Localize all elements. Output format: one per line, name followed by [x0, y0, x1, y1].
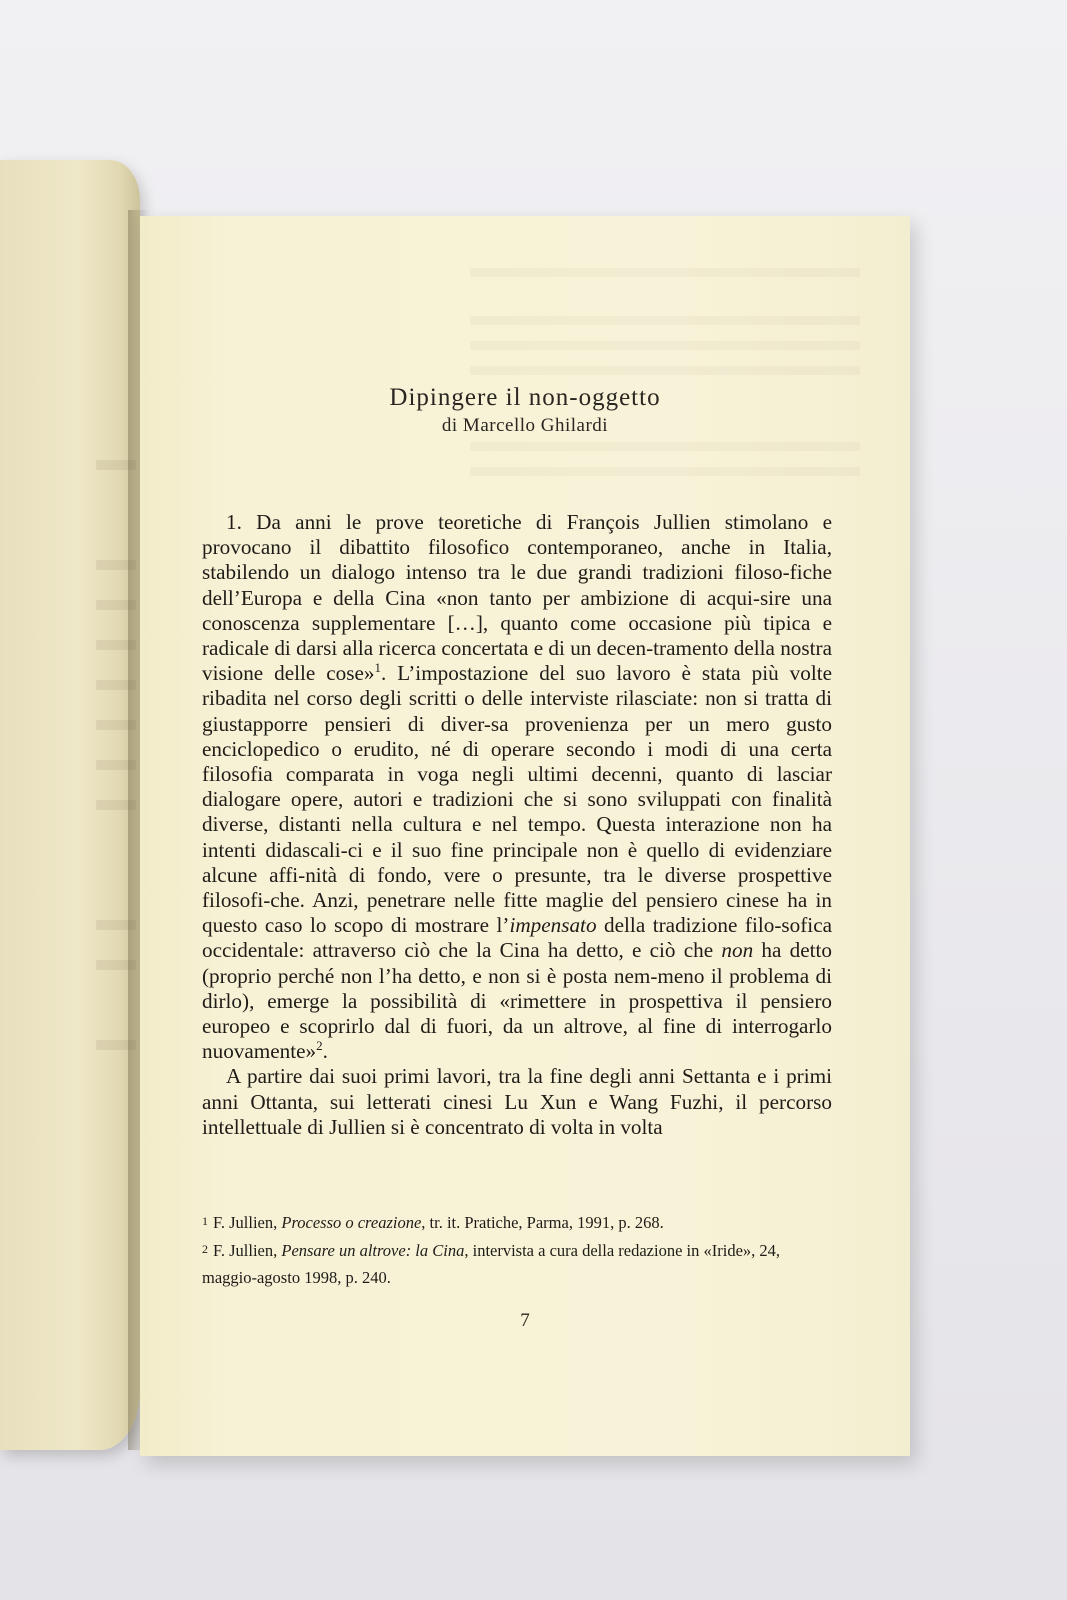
- show-through-line: [470, 316, 860, 325]
- italic-text: Processo o creazione: [281, 1213, 422, 1232]
- text-run: F. Jullien,: [213, 1213, 282, 1232]
- text-run: 1. Da anni le prove teoretiche di François Jullien stimolano e provocano il dibattito filosofico contemporaneo, anche in Italia, stabilendo un dialogo intenso tra le due grandi tradizioni filoso-fiche dell’Europa e della Cina «non tanto per ambizione di acqui-sire una conoscenza supplementare […], quanto come occasione più tipica e radicale di darsi alla ricerca concertata e di un decen-tramento della nostra visione delle cose»: [202, 510, 832, 686]
- footnote-text: [202, 1241, 780, 1287]
- footnote-text: [213, 1213, 664, 1232]
- show-through-line: [470, 366, 860, 375]
- text-run: della tradizione filo-sofica occidentale: attraverso ciò che la Cina ha detto, e ciò che: [202, 913, 832, 963]
- text-run: F. Jullien,: [213, 1241, 282, 1260]
- show-through-line: [470, 442, 860, 451]
- paragraph: [202, 1064, 832, 1140]
- footnote-ref: 1: [374, 660, 382, 676]
- footnote-number: 2: [202, 1242, 208, 1256]
- footnotes: [202, 1208, 832, 1291]
- italic-text: impensato: [509, 913, 597, 938]
- chapter-title: Dipingere il non-oggetto: [389, 384, 661, 411]
- text-run: A partire dai suoi primi lavori, tra la fine degli anni Settanta e i primi anni Ottanta, sui letterati cinesi Lu Xun e Wang Fuzhi, il percorso intellettuale di Jullien si è concentrato di volta in volta: [202, 1064, 832, 1139]
- show-through-line: [470, 467, 860, 476]
- book-page: [140, 216, 910, 1456]
- italic-text: Pensare un altrove: la Cina: [281, 1241, 465, 1260]
- footnote-ref: 2: [316, 1038, 323, 1054]
- body-text: [202, 510, 832, 1140]
- show-through-line: [470, 268, 860, 277]
- paragraph: [202, 510, 832, 1064]
- chapter-author: di Marcello Ghilardi: [441, 415, 609, 436]
- text-run: ha detto (proprio perché non l’ha detto, e non si è posta nem-meno il problema di dirlo), emerge la possibilità di «rimettere in prospettiva il pensiero europeo e scoprirlo dal di fuori, da un altrove, al fine di interrogarlo nuovamente»: [202, 938, 832, 1064]
- footnote: [202, 1236, 832, 1291]
- italic-text: non: [721, 938, 754, 963]
- show-through-line: [470, 341, 860, 350]
- facing-page-left: [0, 160, 140, 1450]
- page-number: 7: [520, 1310, 530, 1331]
- text-run: , intervista a cura della redazione in «Iride», 24, maggio-agosto 1998, p. 240.: [202, 1241, 781, 1287]
- text-run: .: [322, 1039, 328, 1064]
- text-run: . L’impostazione del suo lavoro è stata più volte ribadita nel corso degli scritti o delle interviste rilasciate: non si tratta di giustapporre pensieri di diver-sa provenienza per un mero gusto enciclopedico o erudito, né di operare secondo i modi di una certa filosofia comparata in voga negli ultimi decenni, quanto di lasciar dialogare opere, autori e tradizioni che si sono sviluppati con finalità diverse, distanti nella cultura e nel tempo. Questa interazione non ha intenti didascali-ci e il suo fine principale non è quello di evidenziare alcune affi-nità di fondo, vere o presunte, tra le diverse prospettive filosofi-che. Anzi, penetrare nelle fitte maglie del pensiero cinese ha in questo caso lo scopo di mostrare l’: [202, 661, 833, 938]
- footnote-number: 1: [202, 1214, 208, 1228]
- text-run: , tr. it. Pratiche, Parma, 1991, p. 268.: [421, 1213, 664, 1232]
- footnote: [202, 1208, 832, 1236]
